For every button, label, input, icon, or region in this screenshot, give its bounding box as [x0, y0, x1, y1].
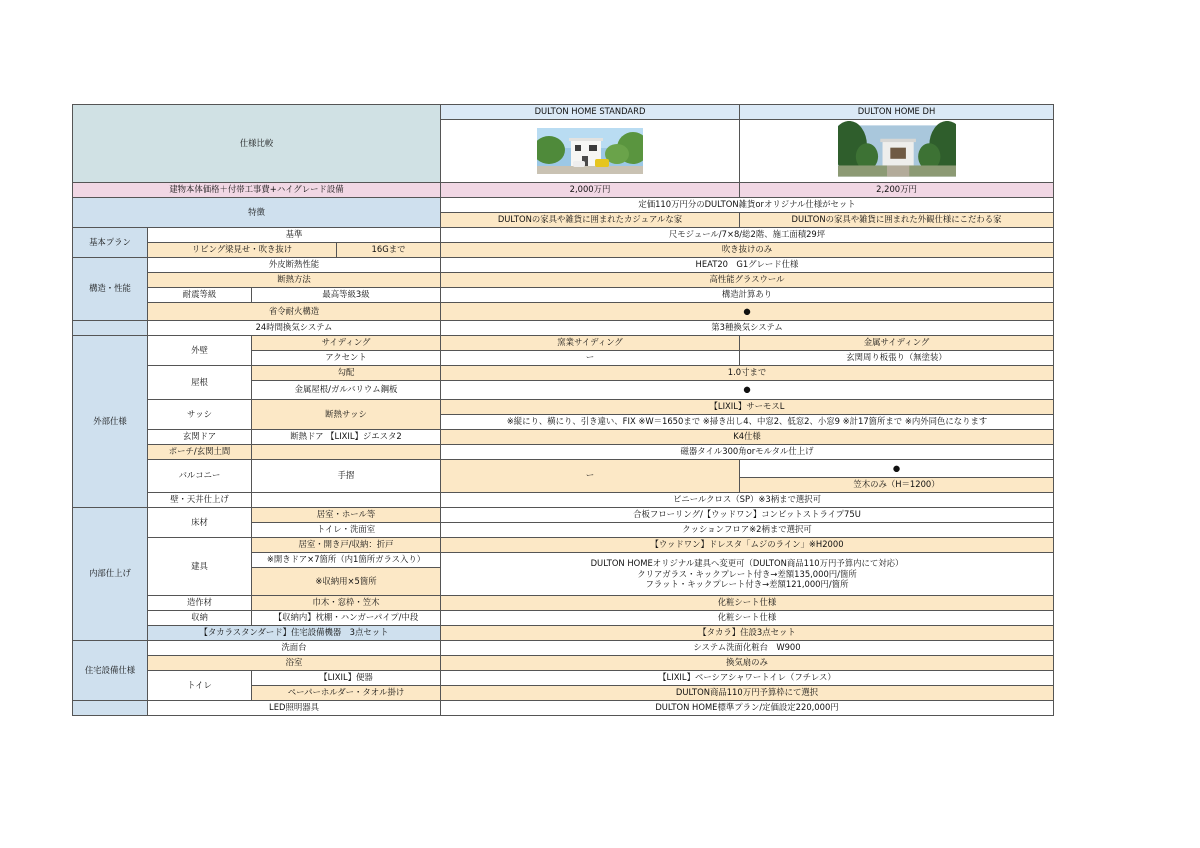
price-dh: 2,200万円 [740, 183, 1054, 198]
siding-standard: 窯業サイディング [441, 336, 740, 351]
fittings-count1: ※開きドア×7箇所（内1箇所ガラス入り） [252, 553, 441, 568]
toilet-holder-value: DULTON商品110万円予算枠にて選択 [441, 686, 1054, 701]
led-value: DULTON HOME標準プラン/定価設定220,000円 [441, 701, 1054, 716]
door-value: K4仕様 [441, 430, 1054, 445]
living-limit: 16Gまで [337, 243, 441, 258]
features-label: 特徴 [73, 198, 441, 228]
sash-note: ※縦にり、横にり、引き違い、FIX ※W＝1650まで ※掃き出し4、中窓2、低窓2、小窓9 ※計17箇所まで ※内外同色になります [441, 415, 1054, 430]
features-common: 定価110万円分のDULTON雑貨orオリジナル仕様がセット [441, 198, 1054, 213]
structure-row-label: 省令耐火構造 [148, 303, 441, 321]
washbasin-value: システム洗面化粧台 W900 [441, 641, 1054, 656]
price-standard: 2,000万円 [441, 183, 740, 198]
fittings-door-label: 居室・開き戸/収納：折戸 [252, 538, 441, 553]
accent-label: アクセント [252, 351, 441, 366]
sash-product: 【LIXIL】サーモスL [441, 400, 1054, 415]
door-type: 断熱ドア 【LIXIL】ジエスタ2 [252, 430, 441, 445]
standard-photo-cell [441, 120, 740, 183]
basic-standard-label: 基準 [148, 228, 441, 243]
section-basic-plan: 基本プラン [73, 228, 148, 258]
roof-label: 屋根 [148, 366, 252, 400]
balcony-dh-note: 笠木のみ（H＝1200） [740, 478, 1054, 493]
section-interior: 内部仕上げ [73, 508, 148, 641]
price-label: 建物本体価格＋付帯工事費+ハイグレード設備 [73, 183, 441, 198]
floor-toilet-label: トイレ・洗面室 [252, 523, 441, 538]
washbasin-label: 洗面台 [148, 641, 441, 656]
accent-dh: 玄関周り板張り（無塗装） [740, 351, 1054, 366]
door-label: 玄関ドア [148, 430, 252, 445]
floor-label: 床材 [148, 508, 252, 538]
section-blank [73, 321, 148, 336]
trim-sub: 巾木・窓枠・笠木 [252, 596, 441, 611]
trim-value: 化粧シート仕様 [441, 596, 1054, 611]
section-equipment: 住宅設備仕様 [73, 641, 148, 701]
porch-value: 磁器タイル300角orモルタル仕上げ [441, 445, 1054, 460]
section-blank [73, 701, 148, 716]
column-header-standard: DULTON HOME STANDARD [441, 105, 740, 120]
equipment-header-value: 【タカラ】住設3点セット [441, 626, 1054, 641]
structure-row-value: 構造計算あり [441, 288, 1054, 303]
features-dh: DULTONの家具や雑貨に囲まれた外観仕様にこだわる家 [740, 213, 1054, 228]
structure-row-sub: 最高等級3級 [252, 288, 441, 303]
toilet-bowl-label: 【LIXIL】便器 [252, 671, 441, 686]
porch-label: ポーチ/玄関土間 [148, 445, 252, 460]
balcony-dh-mark: ● [740, 460, 1054, 478]
fittings-note3: フラット・キックプレート付き→差額121,000円/箇所 [645, 579, 849, 590]
storage-value: 化粧シート仕様 [441, 611, 1054, 626]
floor-toilet-value: クッションフロア※2柄まで選択可 [441, 523, 1054, 538]
dh-photo-cell [740, 120, 1054, 183]
living-value: 吹き抜けのみ [441, 243, 1054, 258]
roof-pitch-value: 1.0寸まで [441, 366, 1054, 381]
storage-sub: 【収納内】枕棚・ハンガーパイプ/中段 [252, 611, 441, 626]
balcony-standard: ー [441, 460, 740, 493]
balcony-label: バルコニー [148, 460, 252, 493]
wall-ceiling-label: 壁・天井仕上げ [148, 493, 252, 508]
fittings-label: 建具 [148, 538, 252, 596]
basic-standard-value: 尺モジュール/7×8/総2階、施工面積29坪 [441, 228, 1054, 243]
led-label: LED照明器具 [148, 701, 441, 716]
roof-material-label: 金属屋根/ガルバリウム鋼板 [252, 381, 441, 400]
fittings-count2: ※収納用×5箇所 [252, 568, 441, 596]
toilet-holder-label: ペーパーホルダー・タオル掛け [252, 686, 441, 701]
structure-row-value: ● [441, 303, 1054, 321]
structure-row-value: 高性能グラスウール [441, 273, 1054, 288]
spec-comparison-sheet [72, 104, 1053, 744]
roof-material-value: ● [441, 381, 1054, 400]
house-photo-standard [537, 128, 643, 174]
toilet-label: トイレ [148, 671, 252, 701]
accent-standard: ー [441, 351, 740, 366]
roof-pitch-label: 勾配 [252, 366, 441, 381]
fittings-note2: クリアガラス・キックプレート付き→差額135,000円/箇所 [637, 568, 857, 579]
porch-blank [252, 445, 441, 460]
living-label: リビング梁見せ・吹き抜け [148, 243, 337, 258]
spec-comparison-table [72, 104, 1054, 716]
section-structure: 構造・性能 [73, 258, 148, 321]
wall-label: 外壁 [148, 336, 252, 366]
column-header-dh: DULTON HOME DH [740, 105, 1054, 120]
siding-dh: 金属サイディング [740, 336, 1054, 351]
floor-hall-label: 居室・ホール等 [252, 508, 441, 523]
features-standard: DULTONの家具や雑貨に囲まれたカジュアルな家 [441, 213, 740, 228]
wall-ceiling-blank [252, 493, 441, 508]
storage-label: 収納 [148, 611, 252, 626]
balcony-sub: 手摺 [252, 460, 441, 493]
structure-row-value: HEAT20 G1グレード仕様 [441, 258, 1054, 273]
structure-row-label: 断熱方法 [148, 273, 441, 288]
fittings-door-value: 【ウッドワン】ドレスタ「ムジのライン」※H2000 [441, 538, 1054, 553]
structure-row-label: 耐震等級 [148, 288, 252, 303]
ventilation-label: 24時間換気システム [148, 321, 441, 336]
toilet-bowl-value: 【LIXIL】ベーシアシャワートイレ（フチレス） [441, 671, 1054, 686]
house-photo-dh [838, 121, 956, 181]
comparison-label: 仕様比較 [73, 105, 441, 183]
sash-label: サッシ [148, 400, 252, 430]
floor-hall-value: 合板フローリング/【ウッドワン】コンビットストライプ75U [441, 508, 1054, 523]
bath-value: 換気扇のみ [441, 656, 1054, 671]
fittings-notes [441, 553, 1054, 596]
equipment-header-label: 【タカラスタンダード】住宅設備機器 3点セット [148, 626, 441, 641]
wall-ceiling-value: ビニールクロス（SP）※3柄まで選択可 [441, 493, 1054, 508]
section-exterior: 外部仕様 [73, 336, 148, 508]
bath-label: 浴室 [148, 656, 441, 671]
fittings-note1: DULTON HOMEオリジナル建具へ変更可（DULTON商品110万円予算内にて対応） [590, 557, 904, 568]
trim-label: 造作材 [148, 596, 252, 611]
structure-row-label: 外皮断熱性能 [148, 258, 441, 273]
siding-label: サイディング [252, 336, 441, 351]
ventilation-value: 第3種換気システム [441, 321, 1054, 336]
sash-type: 断熱サッシ [252, 400, 441, 430]
